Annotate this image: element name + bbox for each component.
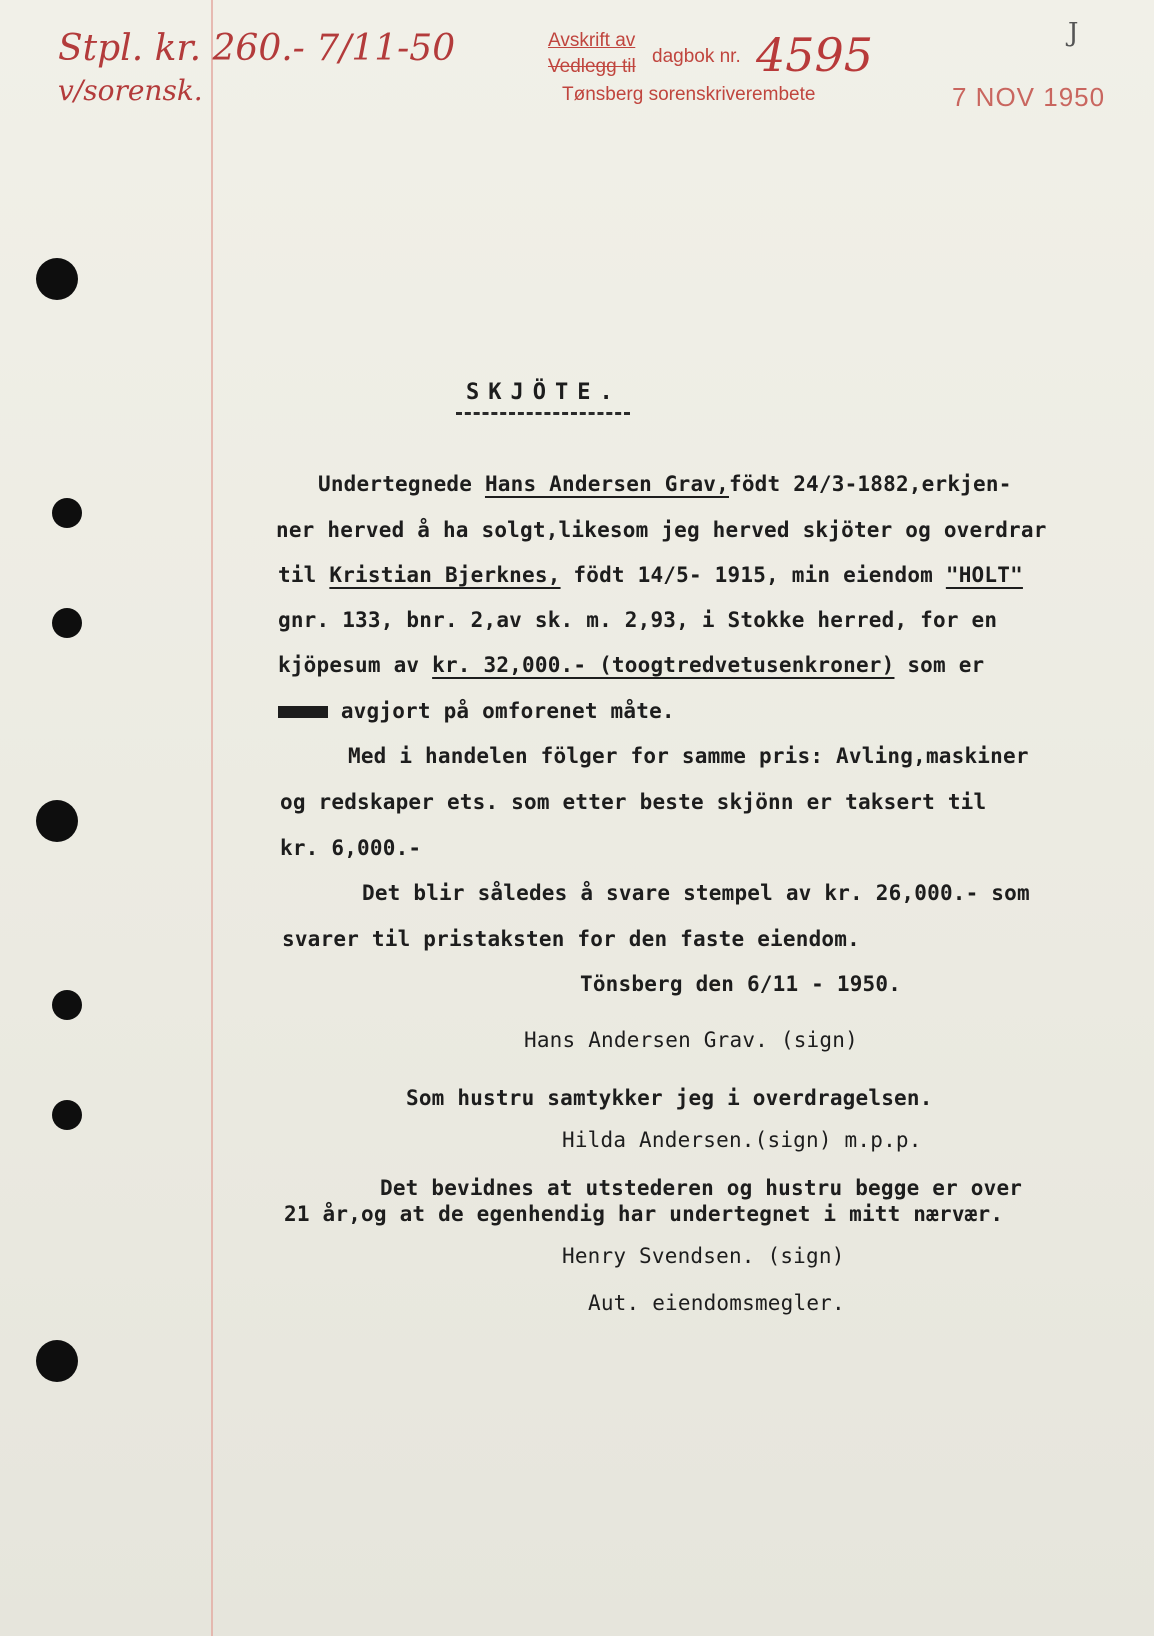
stamp-copy-of: Avskrift av [548,30,636,51]
punch-hole [36,258,78,300]
handwritten-sorensk-note: v/sorensk. [58,74,203,107]
title-underline [456,412,630,415]
struck-out-word [278,706,328,718]
body-line: gnr. 133, bnr. 2,av sk. m. 2,93, i Stokke herred, for en [278,608,998,632]
body-line [318,472,1012,496]
seller-name: Hans Andersen Grav, [484,472,729,496]
signature-wife: Hilda Andersen.(sign) m.p.p. [562,1128,922,1152]
body-line [278,699,675,723]
witness-line: 21 år,og at de egenhendig har undertegnet i mitt nærvær. [284,1202,1004,1226]
buyer-name: Kristian Bjerknes, [329,563,561,587]
body-line: kr. 6,000.- [280,836,422,860]
body-line [278,563,1023,587]
margin-line [211,0,213,1636]
body-text: kjöpesum av [278,653,433,677]
body-text: som er [894,653,985,677]
body-line: Med i handelen fölger for samme pris: Avling,maskiner [348,744,1029,768]
consent-line: Som hustru samtykker jeg i overdragelsen. [406,1086,933,1110]
received-date-stamp: 7 NOV 1950 [952,82,1106,112]
punch-hole [36,800,78,842]
body-text: Undertegnede [318,472,485,496]
body-line: Det blir således å svare stempel av kr. 26,000.- som [362,881,1030,905]
body-text: avgjort på omforenet måte. [328,699,675,723]
stamp-office-name: Tønsberg sorenskriverembete [562,84,816,105]
punch-hole [52,1100,82,1130]
handwritten-stamp-fee: Stpl. kr. 260.- 7/11-50 [58,28,456,69]
dagbok-number: 4595 [756,28,874,82]
body-text: födt 14/5- 1915, min eiendom [560,563,946,587]
stamp-attachment-to: Vedlegg til [548,56,636,77]
body-text: til [278,563,330,587]
stamp-dagbok-label: dagbok nr. [652,46,741,67]
body-text: födt 24/3-1882,erkjen- [729,472,1012,496]
witness-title: Aut. eiendomsmegler. [588,1291,845,1315]
signature-seller: Hans Andersen Grav. (sign) [524,1028,858,1052]
punch-hole [52,990,82,1020]
body-line [278,653,984,677]
purchase-amount: kr. 32,000.- (toogtredvetusenkroner) [432,653,895,677]
pencil-mark: J [1068,18,1079,48]
signature-witness: Henry Svendsen. (sign) [562,1244,845,1268]
body-line: svarer til pristaksten for den faste eiendom. [282,927,860,951]
property-name: "HOLT" [945,563,1023,587]
body-line: og redskaper ets. som etter beste skjönn er taksert til [280,790,987,814]
body-line: ner herved å ha solgt,likesom jeg herved skjöter og overdrar [276,518,1047,542]
punch-hole [36,1340,78,1382]
punch-hole [52,498,82,528]
punch-hole [52,608,82,638]
document-title: SKJÖTE. [466,380,622,405]
place-date: Tönsberg den 6/11 - 1950. [580,972,902,996]
witness-line: Det bevidnes at utstederen og hustru begge er over [380,1176,1023,1200]
